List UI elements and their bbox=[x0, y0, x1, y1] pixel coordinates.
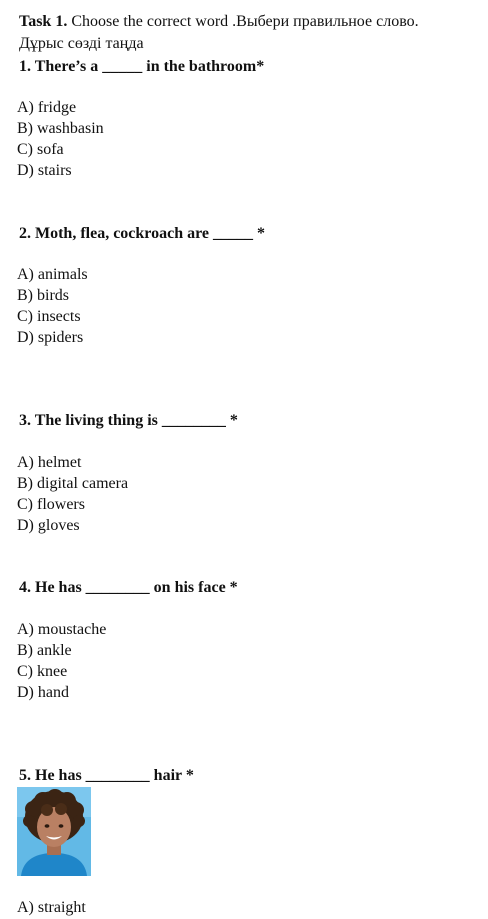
question-2: 2. Moth, flea, cockroach are _____ * bbox=[19, 225, 266, 242]
question-1-option-d[interactable]: D) stairs bbox=[17, 162, 72, 179]
question-2-option-a[interactable]: A) animals bbox=[17, 266, 88, 283]
question-3-option-c[interactable]: C) flowers bbox=[17, 496, 85, 513]
question-3: 3. The living thing is ________ * bbox=[19, 412, 238, 429]
question-2-option-d[interactable]: D) spiders bbox=[17, 329, 84, 346]
question-4-option-a[interactable]: A) moustache bbox=[17, 621, 107, 638]
question-3-option-b[interactable]: B) digital camera bbox=[17, 475, 129, 492]
task-kazakh-instruction: Дұрыс сөзді таңда bbox=[19, 35, 144, 52]
question-1-option-b[interactable]: B) washbasin bbox=[17, 120, 104, 137]
question-2-option-b[interactable]: B) birds bbox=[17, 287, 69, 304]
question-5-option-a[interactable]: A) straight bbox=[17, 899, 86, 916]
task-label: Task 1. bbox=[19, 13, 68, 30]
question-4-option-b[interactable]: B) ankle bbox=[17, 642, 72, 659]
boy-portrait-illustration bbox=[17, 787, 91, 876]
question-4-option-d[interactable]: D) hand bbox=[17, 684, 69, 701]
question-4: 4. He has ________ on his face * bbox=[19, 579, 238, 596]
question-5: 5. He has ________ hair * bbox=[19, 767, 194, 784]
question-2-option-c[interactable]: C) insects bbox=[17, 308, 81, 325]
task-heading bbox=[19, 12, 419, 32]
question-4-option-c[interactable]: C) knee bbox=[17, 663, 68, 680]
boy-curly-hair-photo bbox=[17, 787, 91, 876]
question-1-option-a[interactable]: A) fridge bbox=[17, 99, 77, 116]
question-1-option-c[interactable]: C) sofa bbox=[17, 141, 64, 158]
question-1: 1. There’s a _____ in the bathroom* bbox=[19, 58, 265, 75]
question-3-option-d[interactable]: D) gloves bbox=[17, 517, 80, 534]
task-instruction: Choose the correct word .Выбери правильное слово. bbox=[71, 13, 419, 30]
question-3-option-a[interactable]: A) helmet bbox=[17, 454, 82, 471]
